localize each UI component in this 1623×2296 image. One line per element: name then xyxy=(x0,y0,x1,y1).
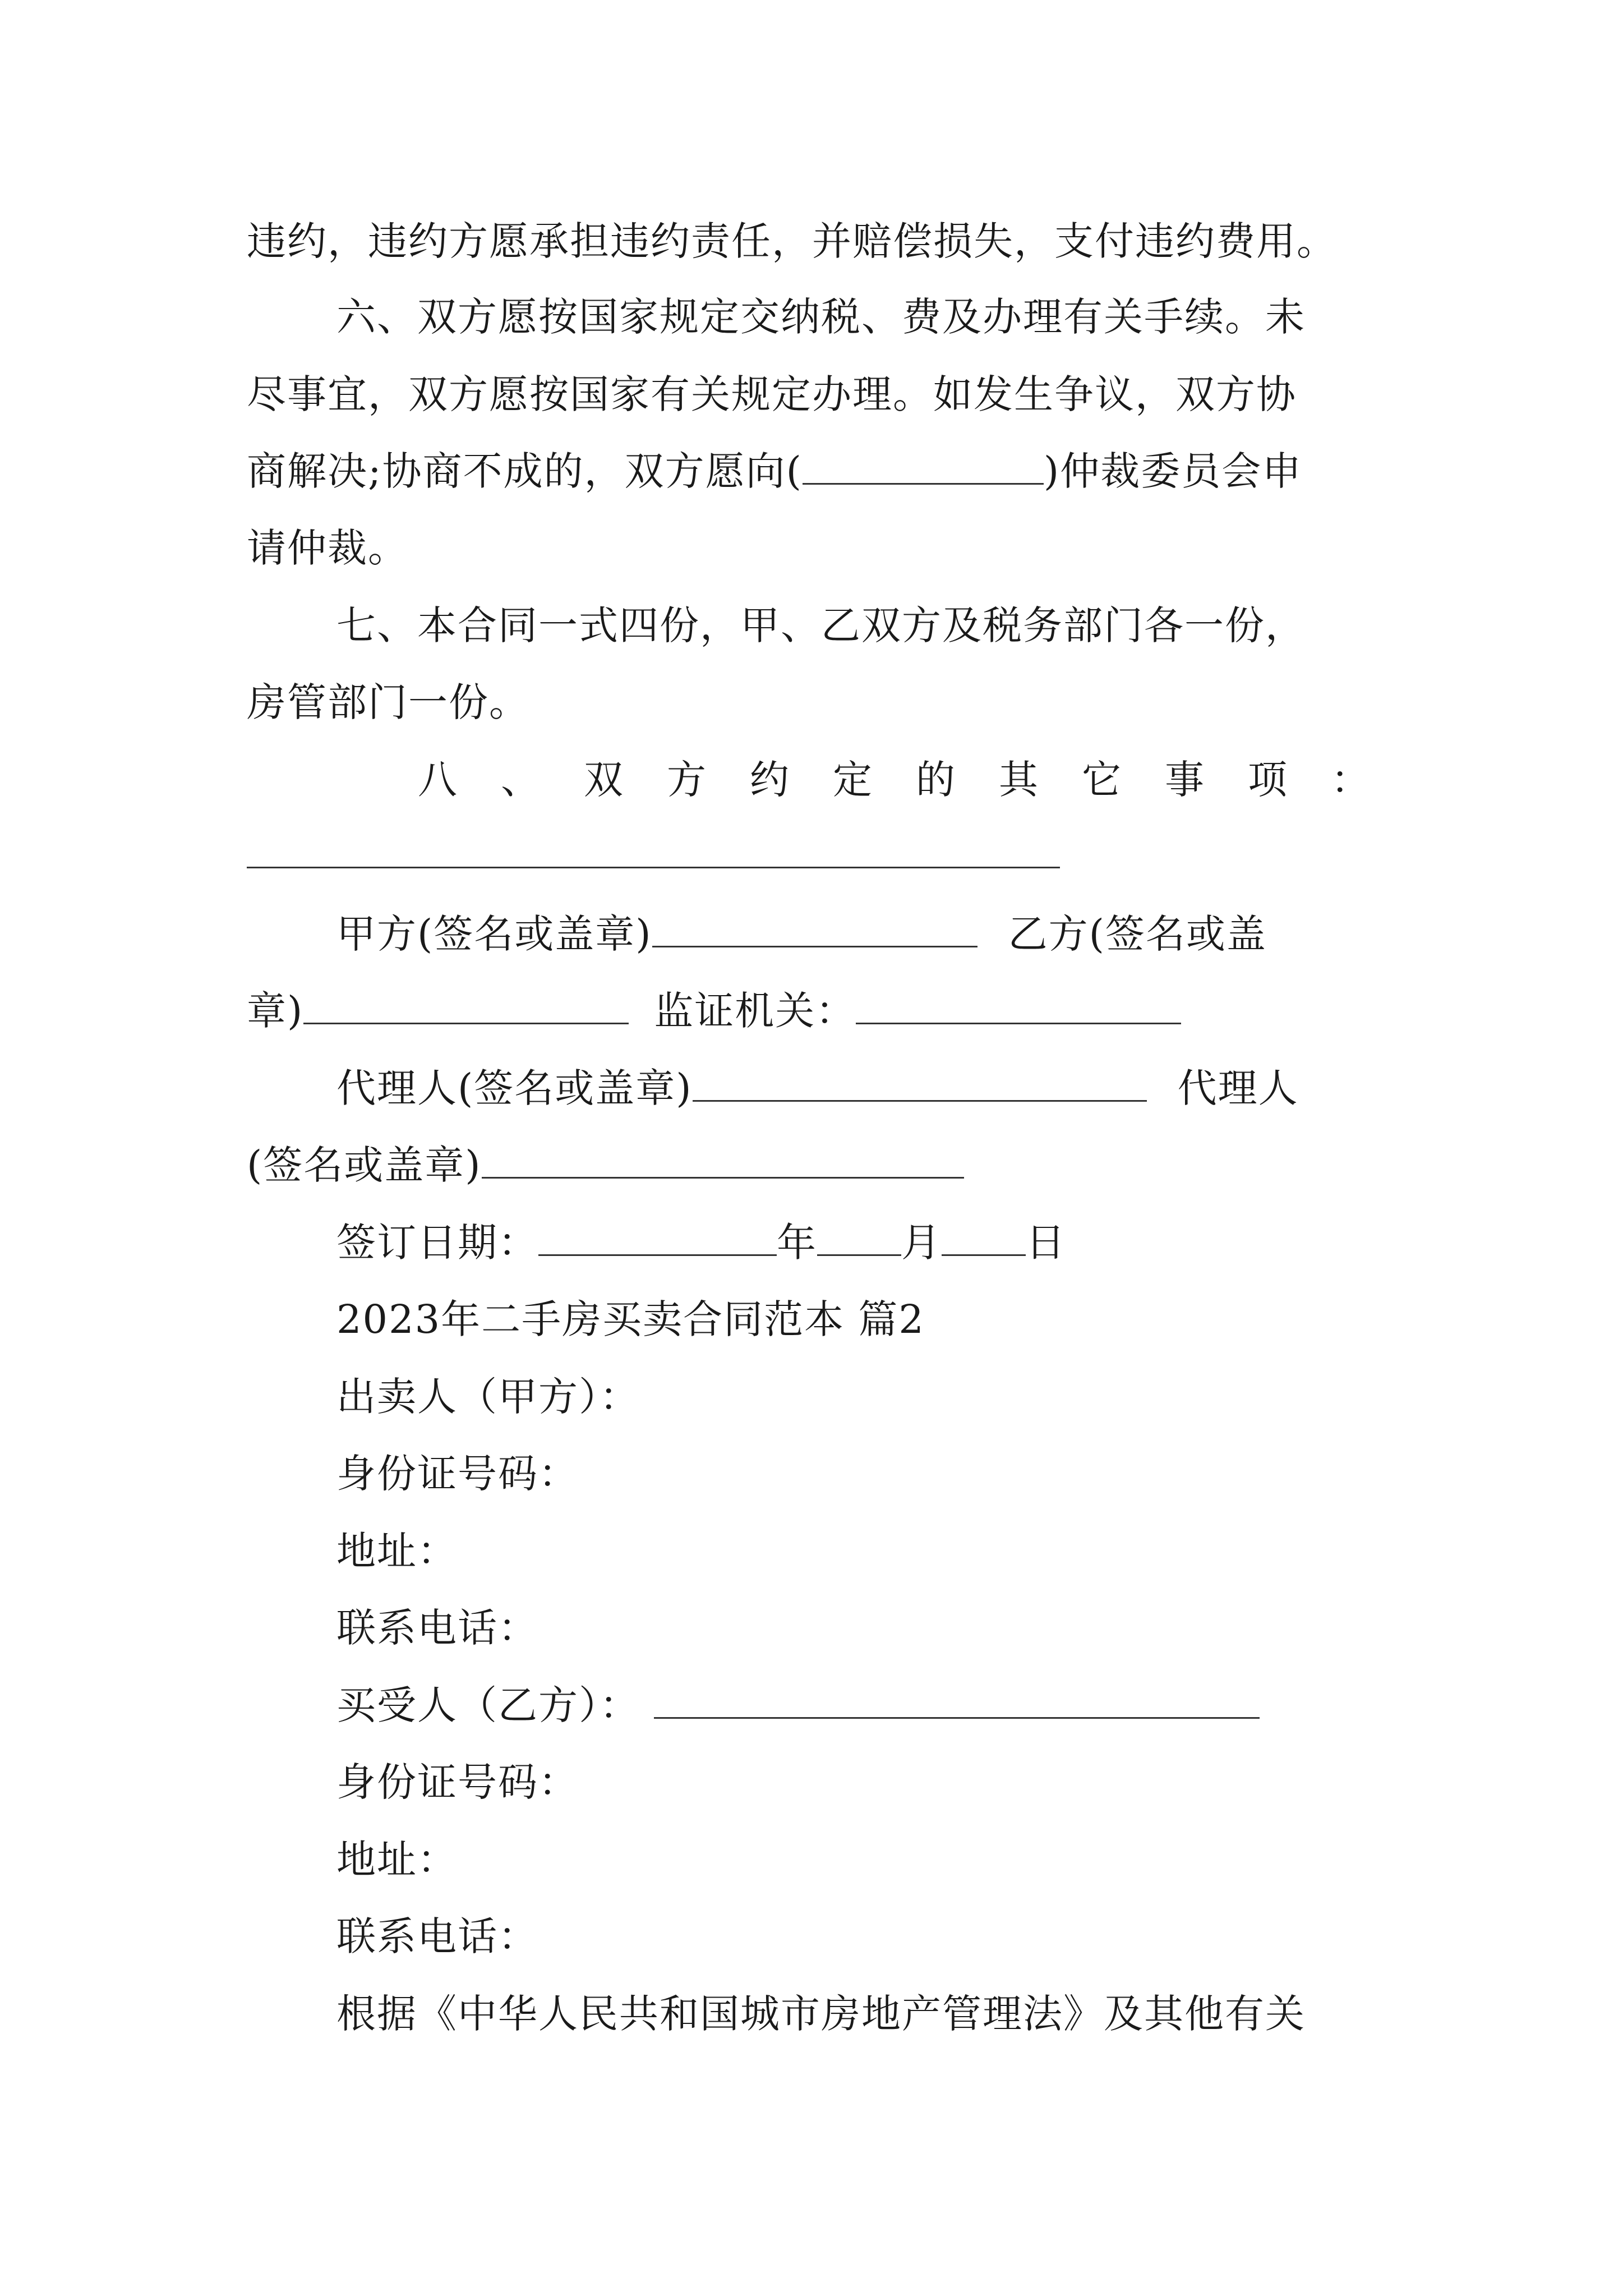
text: 身份证号码： xyxy=(336,1451,579,1497)
party-b-signature-blank xyxy=(303,988,629,1024)
month-blank xyxy=(817,1220,901,1256)
paragraph-line xyxy=(247,523,408,573)
text: 违约，违约方愿承担违约责任，并赔偿损失，支付违约费用。 xyxy=(247,218,1337,264)
agent-a-signature-blank xyxy=(693,1065,1147,1102)
signature-line xyxy=(247,1140,964,1190)
section-title xyxy=(336,1294,925,1345)
text: 月 xyxy=(901,1220,942,1266)
text: (签名或盖章) xyxy=(247,1142,482,1188)
text: 八、双方约定的其它事项： xyxy=(418,757,1414,803)
text: 章) xyxy=(247,988,304,1034)
signature-line xyxy=(247,986,1181,1036)
heading-line xyxy=(418,754,1414,805)
paragraph-line xyxy=(247,677,529,728)
paragraph-line xyxy=(336,600,1306,651)
text: 监证机关： xyxy=(654,988,856,1034)
paragraph-line xyxy=(247,216,1337,266)
text: 联系电话： xyxy=(336,1913,538,1959)
text: 乙方(签名或盖 xyxy=(1008,911,1267,957)
text: 身份证号码： xyxy=(336,1759,579,1805)
field-line xyxy=(336,1757,579,1807)
text: 日 xyxy=(1026,1220,1066,1266)
day-blank xyxy=(942,1220,1026,1256)
other-matters-blank xyxy=(247,867,1060,868)
field-line xyxy=(336,1680,1260,1731)
text: 请仲裁。 xyxy=(247,525,408,571)
year-blank xyxy=(538,1220,777,1256)
text: 出卖人（甲方）： xyxy=(336,1374,640,1420)
paragraph-line xyxy=(336,292,1306,342)
paragraph-line xyxy=(336,1989,1306,2039)
paragraph-line xyxy=(247,446,1302,496)
text: 签订日期： xyxy=(336,1220,538,1266)
field-line xyxy=(336,1911,538,1962)
date-line xyxy=(336,1217,1066,1268)
text: 房管部门一份。 xyxy=(247,679,529,725)
text: 2023年二手房买卖合同范本 篇2 xyxy=(336,1296,925,1342)
field-line xyxy=(336,1603,538,1653)
text: 买受人（乙方）： xyxy=(336,1682,640,1728)
text: 地址： xyxy=(336,1837,458,1883)
text: 甲方(签名或盖章) xyxy=(336,911,652,957)
text: 联系电话： xyxy=(336,1605,538,1651)
text: 六、双方愿按国家规定交纳税、费及办理有关手续。未 xyxy=(336,294,1306,340)
field-line xyxy=(336,1372,640,1422)
party-a-signature-blank xyxy=(652,911,978,947)
text: 七、本合同一式四份，甲、乙双方及税务部门各一份， xyxy=(336,602,1306,648)
supervisor-blank xyxy=(856,988,1181,1024)
paragraph-line xyxy=(247,369,1297,420)
signature-line xyxy=(336,909,1267,959)
field-line xyxy=(336,1448,579,1499)
text: )仲裁委员会申 xyxy=(1043,448,1303,494)
field-line xyxy=(336,1834,458,1885)
text: 商解决;协商不成的，双方愿向( xyxy=(247,448,803,494)
field-line xyxy=(336,1526,458,1576)
text: 根据《中华人民共和国城市房地产管理法》及其他有关 xyxy=(336,1991,1306,2037)
agent-b-signature-blank xyxy=(482,1142,964,1179)
text: 地址： xyxy=(336,1528,458,1574)
text: 尽事宜，双方愿按国家有关规定办理。如发生争议，双方协 xyxy=(247,371,1297,417)
signature-line xyxy=(336,1063,1299,1114)
buyer-blank xyxy=(654,1682,1260,1719)
text: 代理人(签名或盖章) xyxy=(336,1065,693,1111)
text: 年 xyxy=(777,1220,817,1266)
text: 代理人 xyxy=(1177,1065,1299,1111)
arbitration-blank xyxy=(803,448,1044,485)
